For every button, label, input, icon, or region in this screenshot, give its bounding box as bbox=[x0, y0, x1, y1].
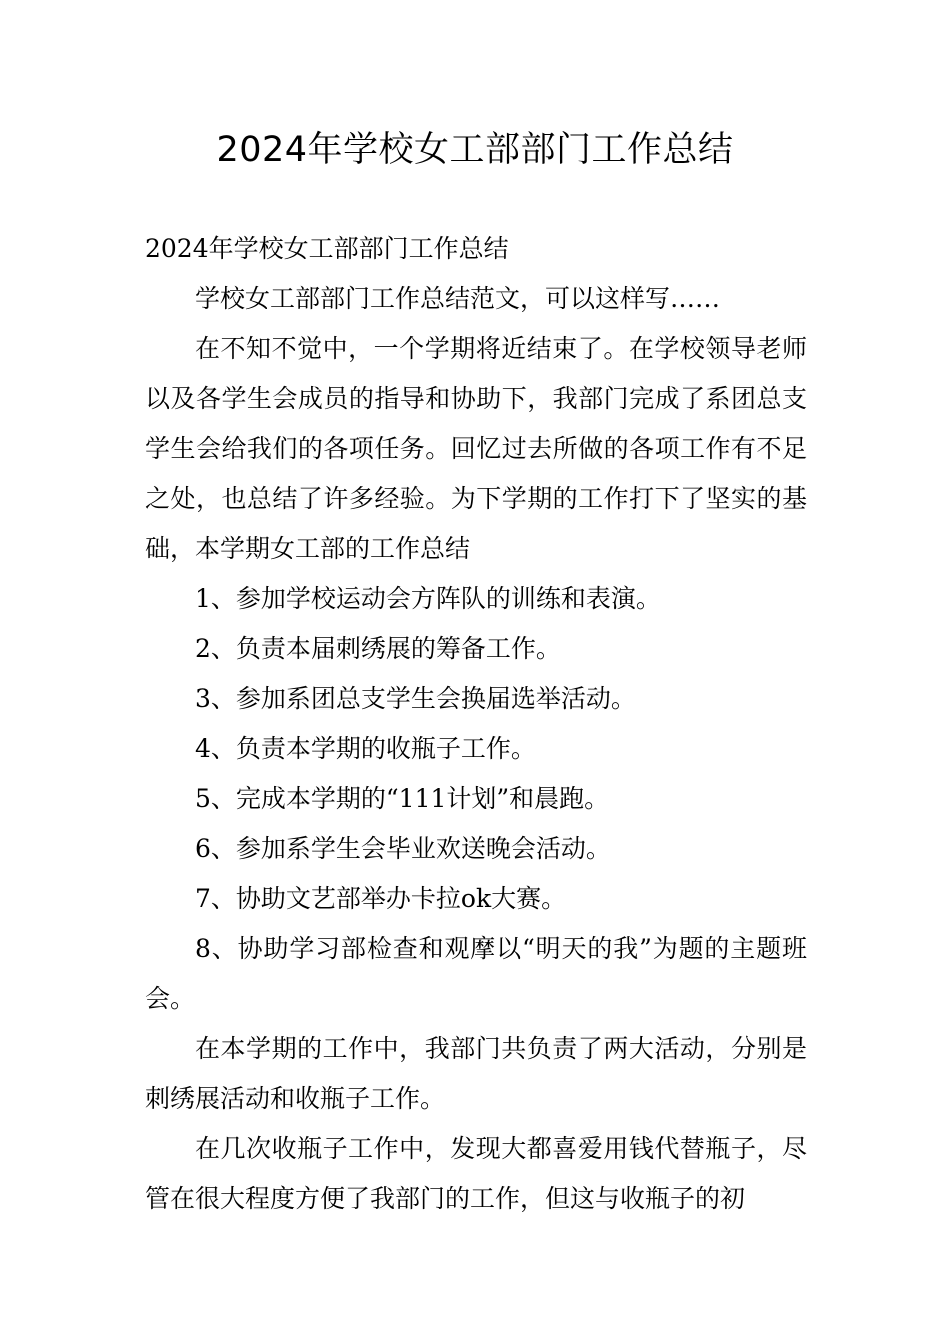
paragraph-2: 在本学期的工作中，我部门共负责了两大活动，分别是刺绣展活动和收瓶子工作。 bbox=[145, 1034, 807, 1113]
list-item-5: 5、完成本学期的“111计划”和晨跑。 bbox=[195, 784, 610, 813]
list-item-8: 8、协助学习部检查和观摩以“明天的我”为题的主题班会。 bbox=[145, 934, 807, 1013]
list-item-4: 4、负责本学期的收瓶子工作。 bbox=[195, 734, 536, 763]
document-subtitle: 2024年学校女工部部门工作总结 bbox=[145, 234, 509, 263]
paragraph-3: 在几次收瓶子工作中，发现大都喜爱用钱代替瓶子，尽管在很大程度方便了我部门的工作，但这与收瓶子的初 bbox=[145, 1134, 807, 1213]
intro-paragraph: 学校女工部部门工作总结范文，可以这样写…… bbox=[195, 284, 721, 313]
list-item-2: 2、负责本届刺绣展的筹备工作。 bbox=[195, 634, 561, 663]
document-title: 2024年学校女工部部门工作总结 bbox=[216, 130, 734, 170]
list-item-7: 7、协助文艺部举办卡拉ok大赛。 bbox=[195, 884, 567, 913]
paragraph-1: 在不知不觉中，一个学期将近结束了。在学校领导老师以及各学生会成员的指导和协助下，我部门完成了系团总支学生会给我们的各项任务。回忆过去所做的各项工作有不足之处，也总结了许多经验。为下学期的工作打下了坚实的基础，本学期女工部的工作总结 bbox=[145, 334, 807, 563]
list-item-3: 3、参加系团总支学生会换届选举活动。 bbox=[195, 684, 636, 713]
list-item-6: 6、参加系学生会毕业欢送晚会活动。 bbox=[195, 834, 611, 863]
document-body bbox=[145, 224, 807, 1224]
list-item-1: 1、参加学校运动会方阵队的训练和表演。 bbox=[195, 584, 661, 613]
